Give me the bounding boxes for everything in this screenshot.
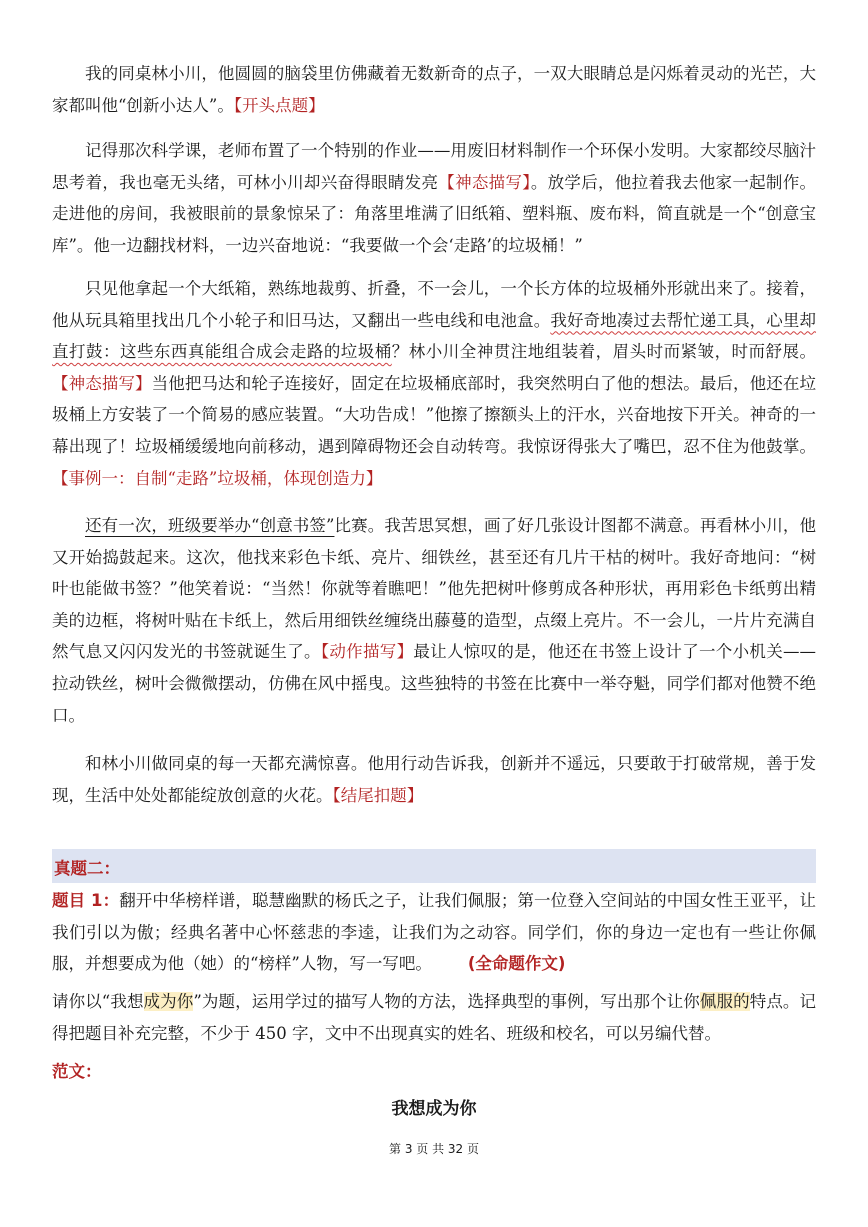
- section-label: 真题二：: [54, 859, 120, 878]
- paragraph-text: 比赛。我苦思冥想，画了好几张设计图都不满意。再看林小川，他又开始捣鼓起来。这次，他找来彩色卡纸、亮片、细铁丝，甚至还有几片干枯的树叶。我好奇地问：“树叶也能做书签？”他笑着说：“当然！你就等着瞧吧！”他先把树叶修剪成各种形状，再用彩色卡纸剪出精美的边框，将树叶贴在卡纸上，然后用细铁丝缠绕出藤蔓的造型，点缀上亮片。不一会儿，一片片充满自然气息又闪闪发光的书签就诞生了。: [52, 516, 817, 662]
- annotation: 【结尾扣题】: [332, 785, 424, 805]
- annotation: 【神态描写】: [52, 373, 152, 393]
- annotation: 【事例一：自制“走路”垃圾桶，体现创造力】: [52, 468, 383, 488]
- paragraph-text: 当他把马达和轮子连接好，固定在垃圾桶底部时，我突然明白了他的想法。最后，他还在垃圾桶上方安装了一个简易的感应装置。“大功告成！”他擦了擦额头上的汗水，兴奋地按下开关。神奇的一幕出现了！垃圾桶缓缓地向前移动，遇到障碍物还会自动转弯。我惊讶得张大了嘴巴，忍不住为他鼓掌。: [52, 373, 817, 456]
- paragraph-trash-can: [52, 273, 816, 494]
- essay-title: 我想成为你: [391, 1099, 477, 1119]
- paragraph-text: 和林小川做同桌的每一天都充满惊喜。他用行动告诉我，创新并不遥远，只要敢于打破常规，善于发现，生活中处处都能绽放创意的火花。: [52, 754, 816, 805]
- question-label: 题目 1：: [52, 891, 120, 910]
- instruction-text: ”为题，运用学过的描写人物的方法，选择典型的事例，写出那个让你: [193, 992, 700, 1011]
- paragraph-bookmark: [52, 510, 816, 731]
- highlighted-text: 佩服的: [699, 992, 750, 1011]
- underlined-text: 还有一次，班级要举办“创意书签”: [85, 516, 335, 535]
- question-prompt: [52, 885, 816, 980]
- paragraph-science-class: [52, 135, 816, 261]
- page-footer: 第 3 页 共 32 页: [389, 1142, 479, 1156]
- question-text: 翻开中华榜样谱，聪慧幽默的杨氏之子，让我们佩服；第一位登入空间站的中国女性王亚平，让我们引以为傲；经典名著中心怀慈悲的李逵，让我们为之动容。同学们，你的身边一定也有一些让你佩服，并想要成为他（她）的“榜样”人物，写一写吧。: [52, 891, 817, 974]
- paragraph-closing: [52, 748, 816, 811]
- paragraph-opening: [52, 58, 816, 121]
- paragraph-text: 最让人惊叹的是，他还在书签上设计了一个小机关——拉动铁丝，树叶会微微摆动，仿佛在风中摇曳。这些独特的书签在比赛中一举夺魁，同学们都对他赞不绝口。: [52, 642, 817, 725]
- question-tag: (全命题作文): [467, 954, 566, 974]
- highlighted-text: 成为你: [143, 992, 194, 1011]
- paragraph-text: 只见他拿起一个大纸箱，熟练地裁剪、折叠，不一会儿，一个长方体的垃圾桶外形就出来了。接着，他从玩具箱里找出几个小轮子和旧马达，又翻出一些电线和电池盒。: [52, 279, 816, 330]
- paragraph-text: 我的同桌林小川，他圆圆的脑袋里仿佛藏着无数新奇的点子，一双大眼睛总是闪烁着灵动的光芒，大家都叫他“创新小达人”。: [52, 64, 816, 115]
- sample-label: 范文：: [52, 1062, 102, 1081]
- annotation: 【开头点题】: [233, 95, 325, 115]
- paragraph-text: 记得那次科学课，老师布置了一个特别的作业——用废旧材料制作一个环保小发明。大家都绞尽脑汁思考着，我也毫无头绪，可林小川却兴奋得眼睛发亮: [52, 141, 816, 192]
- question-instructions: [52, 986, 816, 1049]
- instruction-text: 请你以“我想: [52, 992, 144, 1011]
- paragraph-text: ？林小川全神贯注地组装着，眉头时而紧皱，时而舒展。: [391, 342, 817, 362]
- annotation: 【动作描写】: [320, 642, 414, 662]
- sample-label-row: [52, 1056, 816, 1088]
- section-header-band: [52, 849, 816, 883]
- annotation: 【神态描写】: [438, 172, 531, 192]
- underlined-text: 我好奇地凑过去帮忙递工具，心里却直打鼓：这些东西真能组合成会走路的垃圾桶: [52, 310, 817, 362]
- instruction-text: 特点。记得把题目补充完整，不少于 450 字，文中不出现真实的姓名、班级和校名，可以另编代替。: [52, 992, 817, 1043]
- paragraph-text: 。放学后，他拉着我去他家一起制作。走进他的房间，我被眼前的景象惊呆了：角落里堆满了旧纸箱、塑料瓶、废布料，简直就是一个“创意宝库”。他一边翻找材料，一边兴奋地说：“我要做一个会‘走路’的垃圾桶！”: [52, 172, 817, 255]
